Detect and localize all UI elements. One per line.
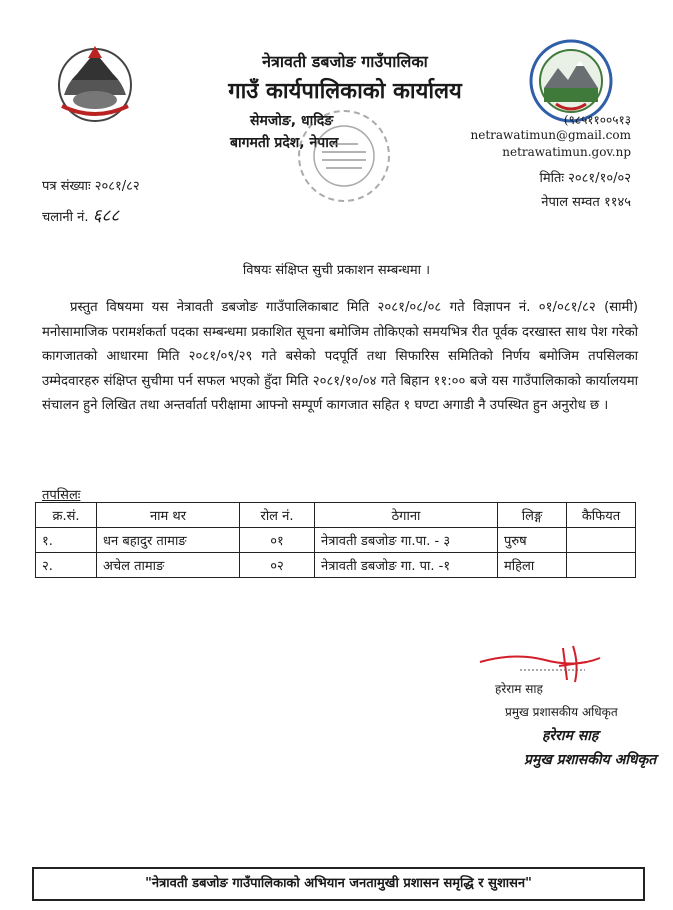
signatory-title: प्रमुख प्रशासकीय अधिकृत [505,705,618,719]
cell-name: अचेल तामाङ [97,553,240,578]
handwritten-signature [475,640,605,685]
header-address: ठेगाना [315,503,498,528]
table-header-row [36,503,636,528]
cell-roll: ०२ [240,553,315,578]
dispatch-label-text: चलानी नं. [42,210,89,225]
cell-remarks [567,528,636,553]
header-remarks: कैफियत [567,503,636,528]
signatory-name: हरेराम साह [495,682,543,696]
signatory-stamp-title: प्रमुख प्रशासकीय अधिकृत [524,752,657,768]
cell-name: धन बहादुर तामाङ [97,528,240,553]
phone-number: (९८५११००५१३ [563,113,631,127]
header-serial: क्र.सं. [36,503,97,528]
letter-date: मितिः २०८१/१०/०२ [539,171,631,186]
signatory-stamp-name: हरेराम साह [542,728,599,744]
cell-serial: २. [36,553,97,578]
cell-address: नेत्रावती डबजोङ गा.पा. - ३ [315,528,498,553]
subject-line: विषयः संक्षिप्त सुची प्रकाशन सम्बन्धमा । [242,263,431,278]
header-roll: रोल नं. [240,503,315,528]
cell-gender: पुरुष [498,528,567,553]
header-gender: लिङ्ग [498,503,567,528]
municipality-name: नेत्रावती डबजोङ गाउँपालिका [262,52,428,71]
cell-serial: १. [36,528,97,553]
cell-address: नेत्रावती डबजोङ गा. पा. -१ [315,553,498,578]
website-address: netrawatimun.gov.np [502,145,631,159]
office-location: सेमजोङ, धादिङ [250,113,334,129]
cell-remarks [567,553,636,578]
header-name: नाम थर [97,503,240,528]
table-row [36,528,636,553]
dispatch-number: ६८८ [92,206,120,226]
table-row [36,553,636,578]
office-name: गाउँ कार्यपालिकाको कार्यालय [228,79,462,104]
details-label: तपसिलः [42,488,81,503]
dispatch-label [42,203,119,226]
body-paragraph: प्रस्तुत विषयमा यस नेत्रावती डबजोङ गाउँपालिकाबाट मिति २०८१/०८/०८ गते विज्ञापन नं. ०१/०८१/८२ (सामी) मनोसामाजिक परामर्शकर्ता पदका सम्बन्धमा प्रकाशित सूचना बमोजिम तोकिएको समयभित्र रीत पूर्वक दरखास्त साथ पेश गरेको कागजातको आधारमा मिति २०८१/०९/२९ गते बसेको पदपूर्ति तथा सिफारिस समितिको निर्णय बमोजिम तपसिलका उम्मेदवारहरु संक्षिप्त सुचीमा पर्न सफल भएको हुँदा मिति २०८१/१०/०४ गते बिहान ११:०० बजे यस गाउँपालिकाको कार्यालयमा संचालन हुने लिखित तथा अन्तर्वार्ता परीक्षामा आफ्नो सम्पूर्ण कागजात सहित १ घण्टा अगाडी नै उपस्थित हुन अनुरोध छ । [42,300,638,413]
letter-reference-number: पत्र संख्याः २०८१/८२ [42,179,140,194]
nepal-emblem-logo [52,40,138,126]
office-province: बागमती प्रदेश, नेपाल [230,135,339,151]
office-stamp [298,110,390,202]
email-address: netrawatimun@gmail.com [470,128,631,142]
nepal-sambat-date: नेपाल सम्वत ११४५ [541,195,631,210]
candidate-table [35,502,636,578]
footer-slogan: "नेत्रावती डबजोङ गाउँपालिकाको अभियान जनतामुखी प्रशासन समृद्धि र सुशासन" [32,867,645,901]
cell-gender: महिला [498,553,567,578]
cell-roll: ०१ [240,528,315,553]
